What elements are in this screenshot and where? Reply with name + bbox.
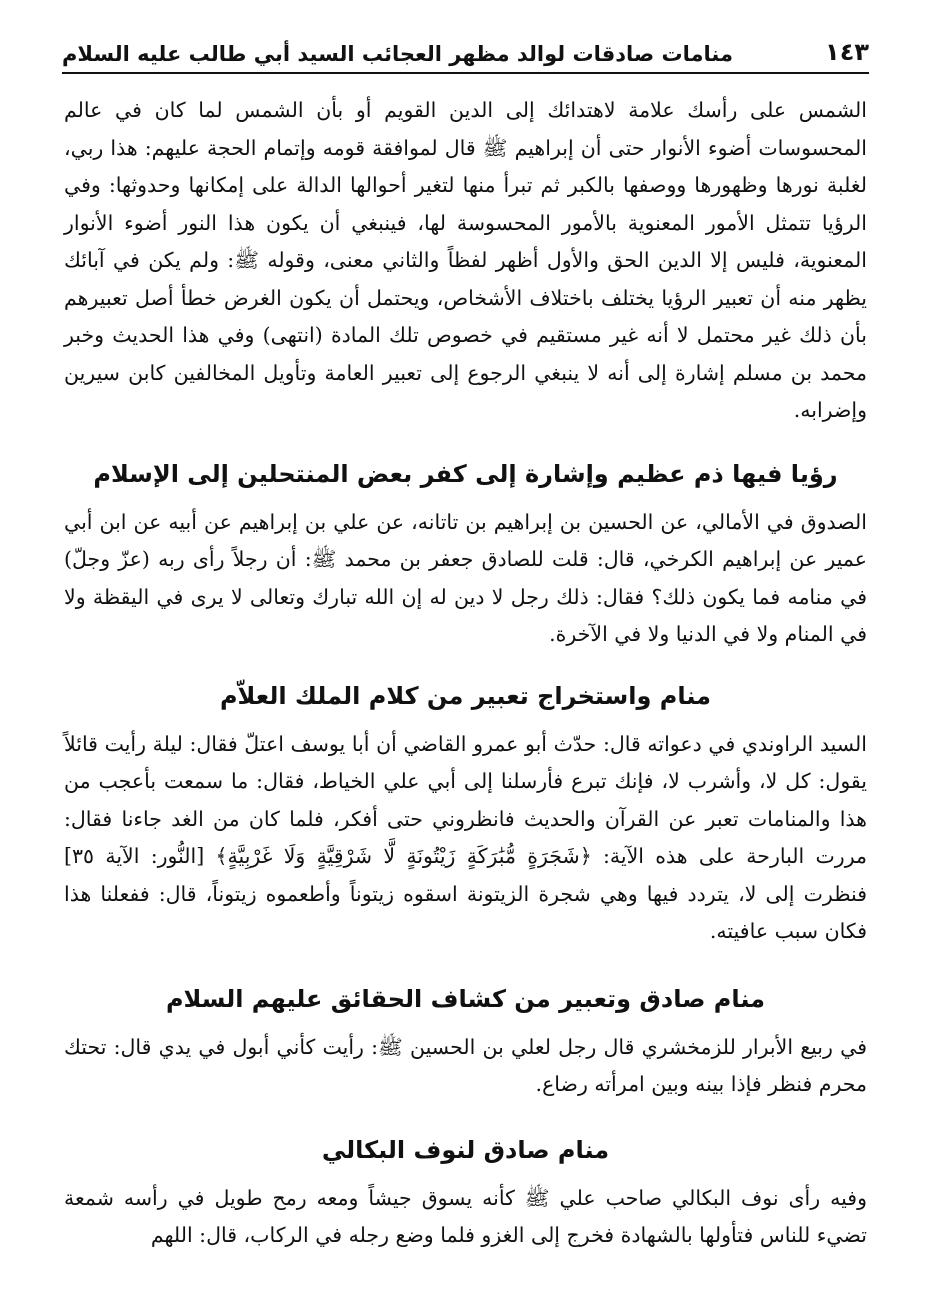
running-title: منامات صادقات لوالد مظهر العجائب السيد أبي طالب عليه السلام xyxy=(62,42,733,66)
paragraph-sun-dream-interpretation: الشمس على رأسك علامة لاهتدائك إلى الدين القويم أو بأن الشمس لما كان في عالم المحسوسات أضوء الأنوار حتى أن إبراهيم ﷺ قال لموافقة قومه وإتمام الحجة عليهم: هذا ربي، لغلبة نورها وظهورها ووصفها بالكبر ثم تبرأ منها لتغير أحوالها الدالة على إمكانها وحدوثها: وفي الرؤيا تتمثل الأمور المعنوية بالأمور المحسوسة لها، فينبغي أن يكون هذا النور أضوء الأنوار المعنوية، فليس إلا الدين الحق والأول أظهر لفظاً والثاني معنى، وقوله ﷺ: ولم يكن في آبائك يظهر منه أن تعبير الرؤيا يختلف باختلاف الأشخاص، ويحتمل أن يكون الغرض خطأ أصل تعبيرهم بأن ذلك غير محتمل لا أنه غير مستقيم في خصوص تلك المادة (انتهى) وفي هذا الحديث وخبر محمد بن مسلم إشارة إلى أنه لا ينبغي الرجوع إلى تعبير العامة وتأويل المخالفين كابن سيرين وإضرابه. xyxy=(64,98,867,422)
paragraph-rabi-al-abrar: في ربيع الأبرار للزمخشري قال رجل لعلي بن الحسين ﷺ: رأيت كأني أبول في يدي قال: تحتك محرم فنظر فإذا بينه وبين امرأته رضاع. xyxy=(64,1034,867,1096)
page-number: ١٤٣ xyxy=(825,38,869,66)
running-header xyxy=(62,28,869,74)
section-heading-quran-interpretation: منام واستخراج تعبير من كلام الملك العلاّم xyxy=(219,681,712,710)
section-heading-nawf-bikali: منام صادق لنوف البكالي xyxy=(321,1135,610,1164)
section-heading-blame-dream: رؤيا فيها ذم عظيم وإشارة إلى كفر بعض المنتحلين إلى الإسلام xyxy=(93,459,838,488)
paragraph-nawf-dream: وفيه رأى نوف البكالي صاحب علي ﷺ كأنه يسوق جيشاً ومعه رمح طويل في رأسه شمعة تضيء للناس فتأولها بالشهادة فخرج إلى الغزو فلما وضع رجله في الركاب، قال: اللهم xyxy=(64,1185,867,1247)
paragraph-rawandi-dawat: السيد الراوندي في دعواته قال: حدّث أبو عمرو القاضي أن أبا يوسف اعتلّ فقال: ليلة رأيت قائلاً يقول: كل لا، وأشرب لا، فإنك تبرع فأرسلنا إلى أبي علي الخياط، فقال: ما سمعت بأعجب من هذا والمنامات تعبر عن القرآن والحديث فانظروني حتى أفكر، فلما كان من الغد جاءنا فقال: مررت البارحة على هذه الآية: ﴿شَجَرَةٍ مُّبَٰرَكَةٍ زَيْتُونَةٍ لَّا شَرْقِيَّةٍ وَلَا غَرْبِيَّةٍ﴾ [النُّور: الآية ٣٥] فنظرت إلى لا، يتردد فيها وهي شجرة الزيتونة اسقوه زيتوناً وأطعموه زيتوناً، قال: ففعلنا هذا فكان سبب عافيته. xyxy=(64,731,867,943)
section-heading-kashshaf-dream: منام صادق وتعبير من كشاف الحقائق عليهم السلام xyxy=(165,984,766,1013)
body-text xyxy=(64,92,867,1255)
paragraph-saduq-amali: الصدوق في الأمالي، عن الحسين بن إبراهيم بن تاتانه، عن علي بن إبراهيم عن أبيه عن ابن أبي عمير عن إبراهيم الكرخي، قال: قلت للصادق جعفر بن محمد ﷺ: أن رجلاً رأى ربه (عزّ وجلّ) في منامه فما يكون ذلك؟ فقال: ذلك رجل لا دين له إن الله تبارك وتعالى لا يرى في اليقظة ولا في المنام ولا في الدنيا ولا في الآخرة. xyxy=(64,509,867,646)
